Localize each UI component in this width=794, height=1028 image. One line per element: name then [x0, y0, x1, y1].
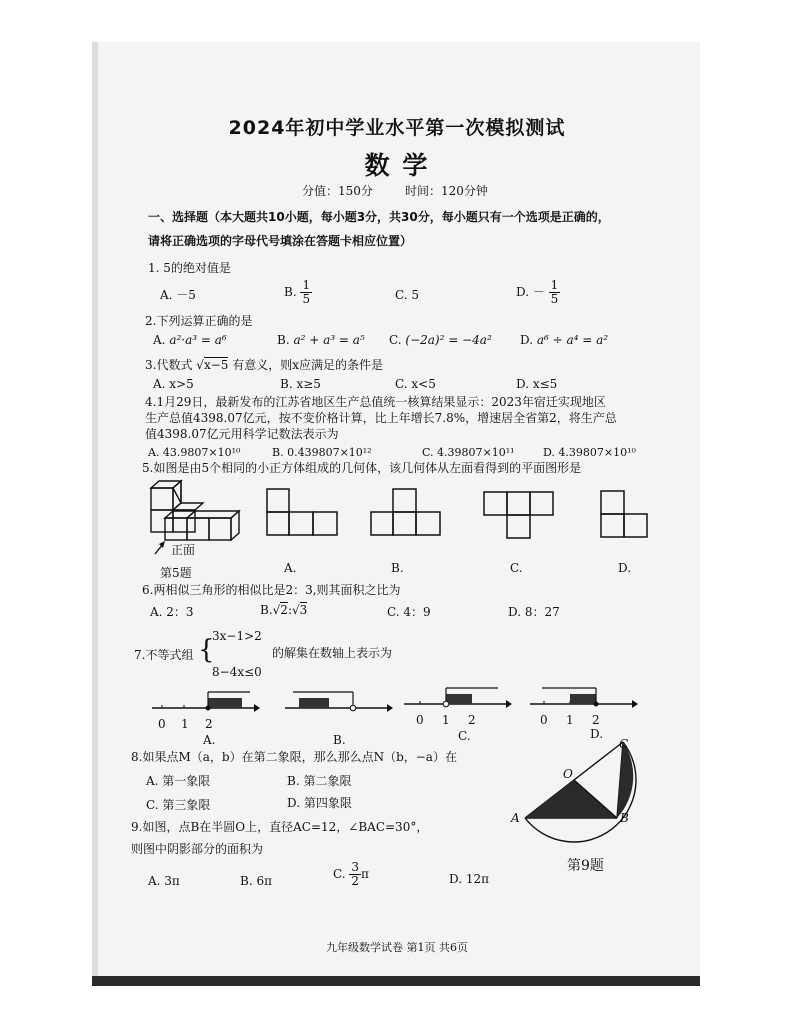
q2-stem: 2.下列运算正确的是 — [145, 314, 253, 328]
q4-line1: 4.1月29日，最新发布的江苏省地区生产总值统一核算结果显示：2023年宿迁实现地区 — [145, 395, 606, 409]
q7-a-tick2: 2 — [205, 717, 213, 731]
q7-numberline-b — [283, 688, 393, 720]
q7-option-c: C. — [458, 729, 471, 743]
q7-ineq2: 8−4x≤0 — [212, 665, 262, 679]
q5-figure-caption: 第5题 — [160, 566, 192, 580]
q6-option-d: D. 8：27 — [508, 605, 560, 619]
q1-option-d: D. － $\frac{1}{5}$ — [516, 278, 559, 306]
q2-option-c: C. (−2a)² = −4a² — [389, 333, 492, 347]
q7-ineq1: 3x−1>2 — [212, 629, 262, 643]
page-footer: 九年级数学试卷 第1页 共6页 — [326, 941, 468, 954]
q6-option-c: C. 4：9 — [387, 605, 431, 619]
q5-option-a: A. — [284, 561, 297, 575]
q7-option-a: A. — [203, 733, 216, 747]
q2-option-a: A. a²·a³ = a⁶ — [153, 333, 227, 347]
q9-stem-line2: 则图中阴影部分的面积为 — [131, 842, 264, 856]
q5-option-b-shape — [370, 488, 442, 536]
q7-d-tick2: 2 — [592, 713, 600, 727]
q7-c-tick0: 0 — [416, 713, 424, 727]
q3-option-c: C. x<5 — [395, 377, 436, 391]
scan-bottom-edge — [92, 976, 700, 986]
section-heading-line2: 请将正确选项的字母代号填涂在答题卡相应位置） — [148, 234, 413, 248]
q5-option-d-shape — [600, 490, 650, 538]
q3-stem: 3.代数式 √x−5 有意义，则x应满足的条件是 — [145, 358, 384, 372]
q6-option-a: A. 2：3 — [150, 605, 194, 619]
q7-stem-post: 的解集在数轴上表示为 — [272, 646, 393, 660]
q4-line2: 生产总值4398.07亿元，按不变价格计算，比上年增长7.8%，增速居全省第2，将生产总 — [145, 411, 617, 425]
q7-option-b: B. — [333, 733, 346, 747]
brace-symbol: { — [198, 635, 215, 665]
exam-title: 2024年初中学业水平第一次模拟测试 — [228, 117, 566, 139]
q7-d-tick0: 0 — [540, 713, 548, 727]
q7-c-tick2: 2 — [468, 713, 476, 727]
exam-subject: 数 学 — [364, 151, 430, 180]
q4-option-b: B. 0.439807×10¹² — [272, 446, 372, 459]
q9-figure-caption: 第9题 — [567, 858, 604, 874]
time-info: 时间：120分钟 — [405, 184, 488, 198]
q8-option-a: A. 第一象限 — [146, 774, 211, 788]
q7-numberline-c — [402, 684, 512, 716]
q6-stem: 6.两相似三角形的相似比是2：3,则其面积之比为 — [142, 583, 401, 597]
q7-c-tick1: 1 — [442, 713, 450, 727]
q3-option-d: D. x≤5 — [516, 377, 558, 391]
q9-label-a: A — [511, 811, 520, 825]
q7-stem-pre: 7.不等式组 — [134, 648, 194, 662]
q8-option-c: C. 第三象限 — [146, 798, 211, 812]
score-info: 分值：150分 — [302, 184, 373, 198]
q5-option-a-shape — [266, 488, 340, 536]
q9-label-c: C — [619, 737, 629, 751]
q9-label-o: O — [563, 767, 573, 781]
q4-option-c: C. 4.39807×10¹¹ — [422, 446, 515, 459]
section-heading-line1: 一、选择题（本大题共10小题，每小题3分，共30分，每小题只有一个选项是正确的， — [148, 210, 610, 224]
q5-front-label: 正面 — [171, 543, 196, 557]
q4-option-a: A. 43.9807×10¹⁰ — [148, 446, 241, 459]
q7-a-tick1: 1 — [181, 717, 189, 731]
q7-d-tick1: 1 — [566, 713, 574, 727]
q7-numberline-a — [150, 688, 260, 720]
q8-option-b: B. 第二象限 — [287, 774, 352, 788]
q9-option-a: A. 3π — [148, 874, 180, 888]
q5-option-c: C. — [510, 561, 523, 575]
q6-option-b: B.√2:√3 — [260, 603, 308, 617]
q9-option-d: D. 12π — [449, 872, 489, 886]
q7-numberline-d — [528, 684, 638, 716]
q9-stem-line1: 9.如图，点B在半圆O上，直径AC=12，∠BAC=30°， — [131, 820, 429, 834]
q4-option-d: D. 4.39807×10¹⁰ — [543, 446, 636, 459]
q2-option-d: D. a⁶ ÷ a⁴ = a² — [520, 333, 609, 347]
q1-option-b: B. $\frac{1}{5}$ — [284, 278, 311, 306]
q1-option-c: C. 5 — [395, 288, 420, 302]
q9-semicircle-figure — [515, 738, 635, 848]
q8-stem: 8.如果点M（a，b）在第二象限，那么那么点N（b，−a）在 — [131, 750, 457, 764]
q8-option-d: D. 第四象限 — [287, 796, 352, 810]
q5-solid-figure — [145, 478, 255, 558]
q3-option-b: B. x≥5 — [280, 377, 321, 391]
q2-option-b: B. a² + a³ = a⁵ — [277, 333, 365, 347]
q5-option-d: D. — [618, 561, 632, 575]
q5-option-c-shape — [483, 491, 555, 539]
q1-option-a: A. －5 — [160, 288, 196, 302]
q9-option-b: B. 6π — [240, 874, 272, 888]
q5-stem: 5.如图是由5个相同的小正方体组成的几何体，该几何体从左面看得到的平面图形是 — [142, 461, 582, 475]
q3-option-a: A. x>5 — [153, 377, 194, 391]
scan-shadow — [92, 42, 98, 982]
q5-option-b: B. — [391, 561, 404, 575]
q1-stem: 1. 5的绝对值是 — [148, 261, 231, 275]
q4-line3: 值4398.07亿元用科学记数法表示为 — [145, 427, 339, 441]
q9-option-c: C. $\frac{3}{2}$ π — [333, 860, 369, 888]
q7-option-d: D. — [590, 727, 604, 741]
sqrt-symbol: √ — [196, 358, 204, 372]
q9-label-b: B — [620, 811, 629, 825]
q7-a-tick0: 0 — [158, 717, 166, 731]
shaded-triangle — [525, 780, 617, 818]
